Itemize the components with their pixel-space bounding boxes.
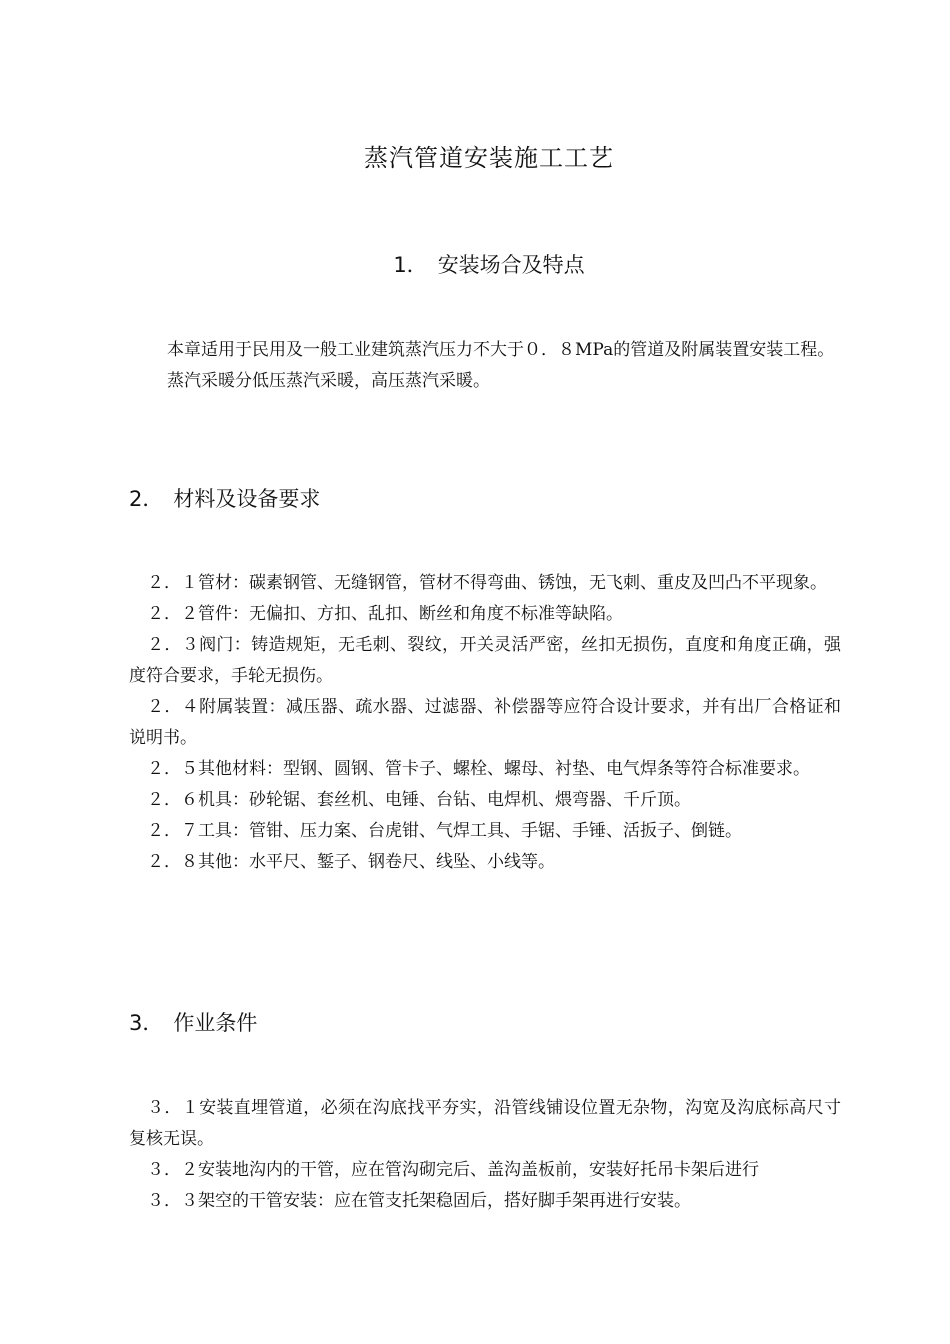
section-2-number: 2． — [129, 487, 164, 511]
list-item: ２．３阀门：铸造规矩，无毛刺、裂纹，开关灵活严密，丝扣无损伤，直度和角度正确，强度符合要求，手轮无损伤。 — [129, 635, 841, 686]
document-title: 蒸汽管道安装施工工艺 — [364, 144, 614, 172]
list-item: ２．８其他：水平尺、錾子、钢卷尺、线坠、小线等。 — [147, 852, 555, 872]
section-2-heading — [129, 484, 320, 514]
section-1-number: 1． — [393, 253, 428, 277]
section-1-heading — [0, 250, 950, 280]
list-item: ３．２安装地沟内的干管，应在管沟砌完后、盖沟盖板前，安装好托吊卡架后进行 — [147, 1160, 759, 1180]
list-item: ２．１管材：碳素钢管、无缝钢管，管材不得弯曲、锈蚀，无飞刺、重皮及凹凸不平现象。 — [147, 573, 827, 593]
list-item: ２．２管件：无偏扣、方扣、乱扣、断丝和角度不标准等缺陷。 — [147, 604, 623, 624]
section-2-title: 材料及设备要求 — [173, 487, 321, 511]
section-1-paragraph: 本章适用于民用及一般工业建筑蒸汽压力不大于０．８MPa的管道及附属装置安装工程。 — [167, 340, 835, 360]
list-item: ３．１安装直埋管道，必须在沟底找平夯实，沿管线铺设位置无杂物，沟宽及沟底标高尺寸复核无误。 — [129, 1098, 841, 1149]
list-item: ２．４附属装置：减压器、疏水器、过滤器、补偿器等应符合设计要求，并有出厂合格证和说明书。 — [129, 697, 841, 748]
section-1-paragraph: 蒸汽采暖分低压蒸汽采暖，高压蒸汽采暖。 — [167, 371, 490, 391]
section-1-title: 安装场合及特点 — [437, 253, 585, 277]
section-1-body — [129, 335, 841, 397]
list-item: ２．７工具：管钳、压力案、台虎钳、气焊工具、手锯、手锤、活扳子、倒链。 — [147, 821, 742, 841]
section-2-body — [129, 568, 841, 878]
section-3-body — [129, 1093, 841, 1217]
section-3-title: 作业条件 — [173, 1011, 258, 1035]
list-item: ２．５其他材料：型钢、圆钢、管卡子、螺栓、螺母、衬垫、电气焊条等符合标准要求。 — [147, 759, 810, 779]
section-3-heading — [129, 1008, 257, 1038]
list-item: ２．６机具：砂轮锯、套丝机、电锤、台钻、电焊机、煨弯器、千斤顶。 — [147, 790, 691, 810]
section-3-number: 3． — [129, 1011, 164, 1035]
list-item: ３．３架空的干管安装：应在管支托架稳固后，搭好脚手架再进行安装。 — [147, 1191, 691, 1211]
